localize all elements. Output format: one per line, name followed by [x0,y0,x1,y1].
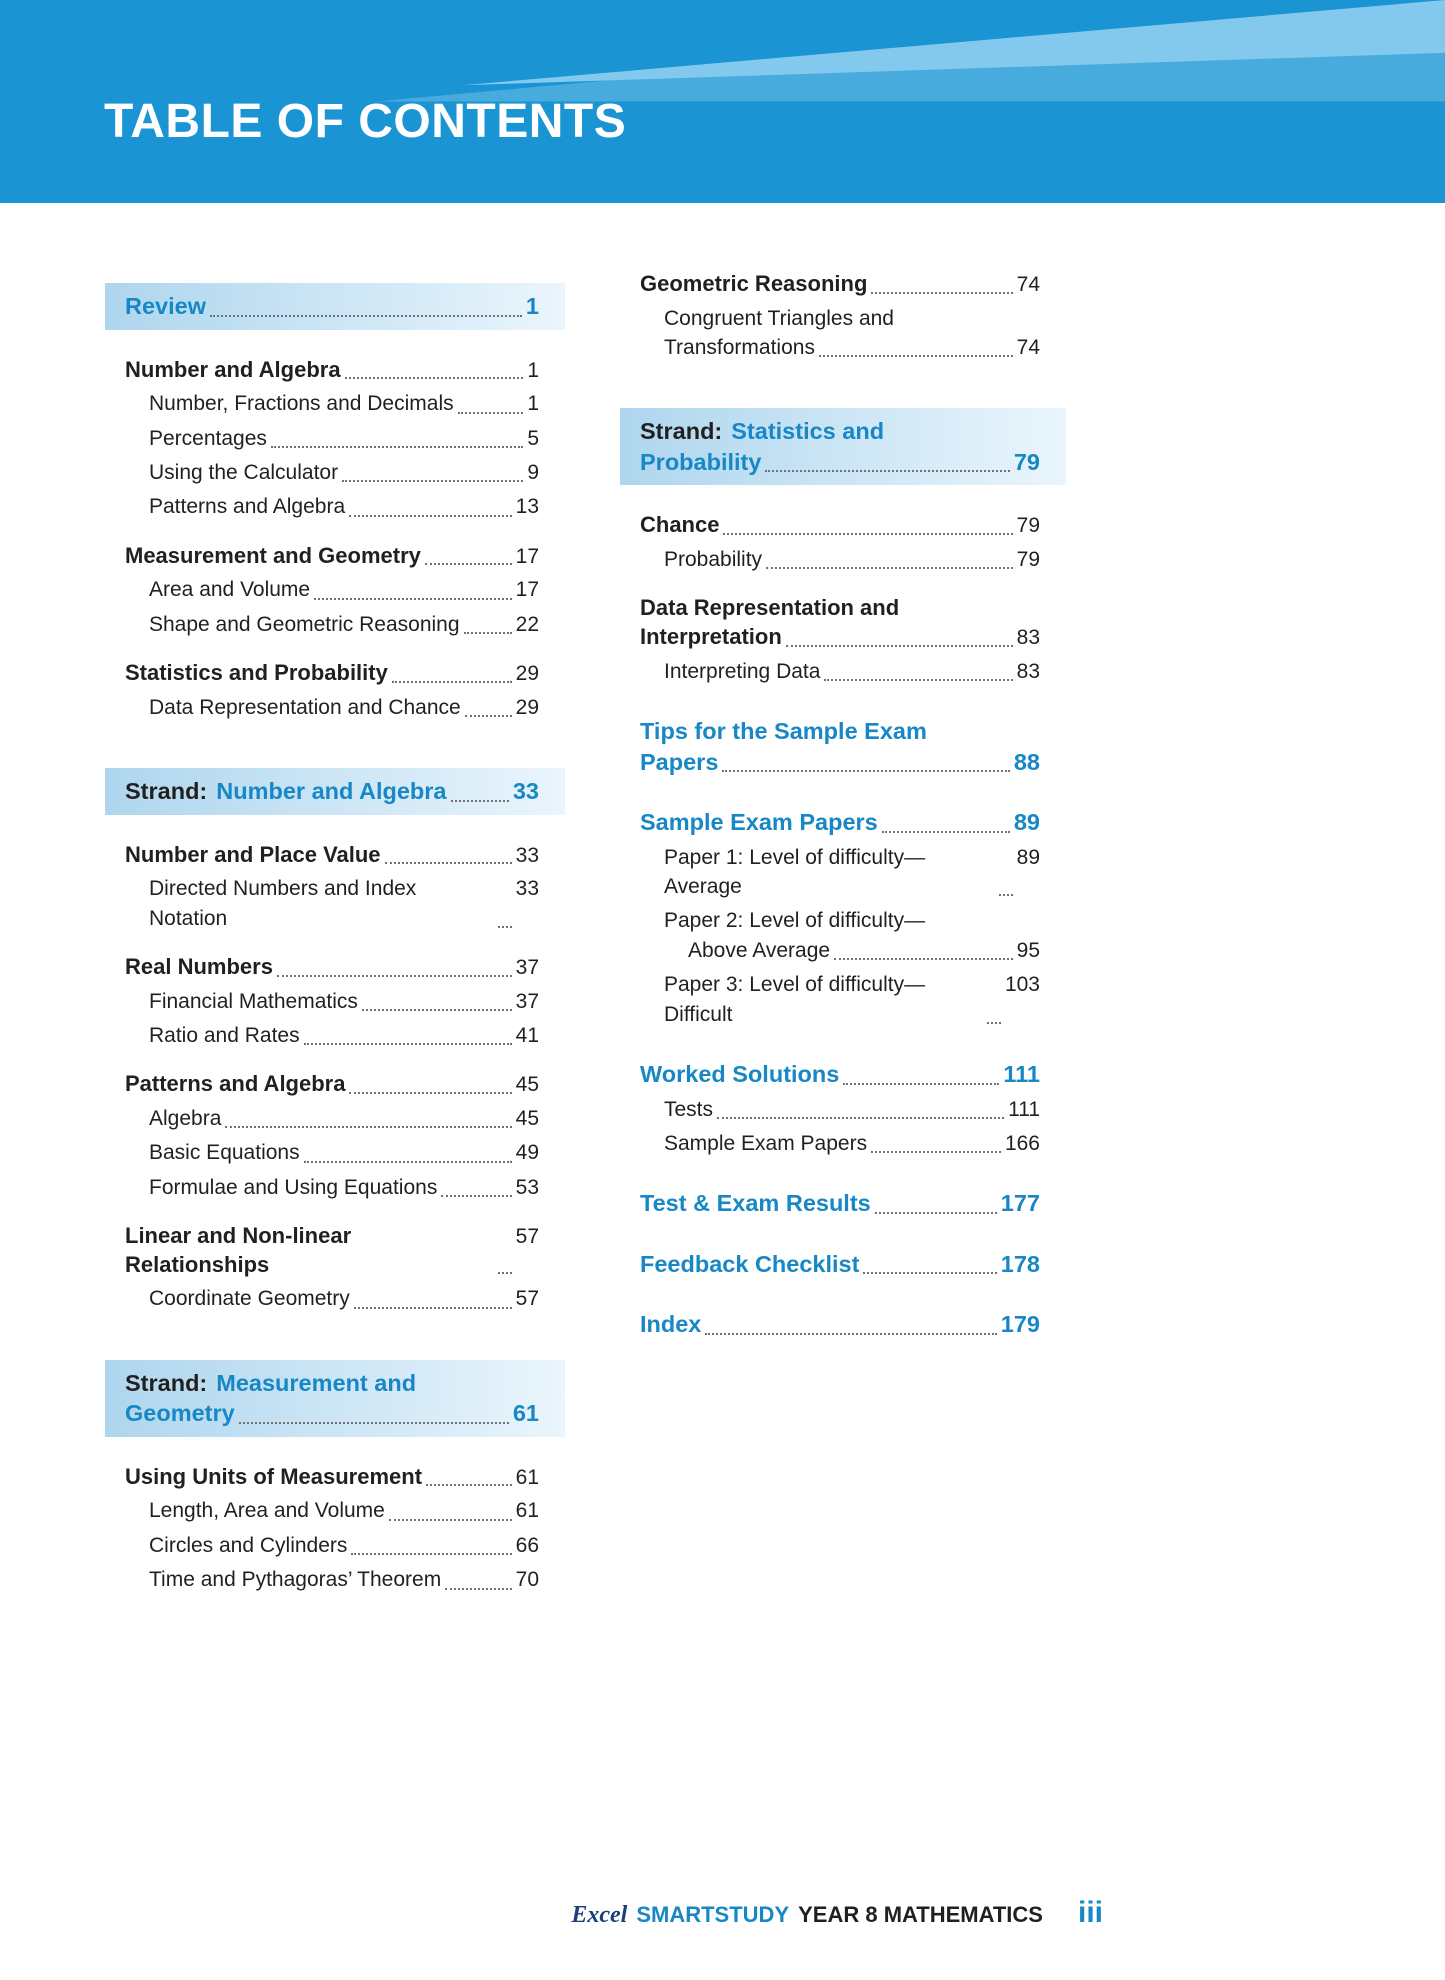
entry-label: Directed Numbers and Index Notation [149,877,417,930]
toc-entry-line [149,1173,539,1202]
entry-page-number: 29 [515,695,539,719]
toc-blue-heading [640,1249,1040,1280]
toc-entry-line [640,716,1040,747]
toc-entry-line [149,1284,539,1313]
dot-leader [717,1117,1004,1119]
entry-page-number: 74 [1016,335,1040,359]
entry-label: Statistics and [731,418,885,445]
toc-entry-line [149,424,539,453]
brand-excel: Excel [571,1902,628,1928]
entry-label: Number and Place Value [125,841,381,867]
toc-entry-line [125,1463,539,1492]
entry-label: Algebra [149,1106,222,1130]
toc-strand-banner [105,768,565,815]
entry-label: Paper 3: Level of difficulty—Difficult [664,973,926,1026]
toc-entry-line [640,594,1040,623]
toc-entry-line [664,906,1040,935]
entry-label: Coordinate Geometry [149,1287,350,1311]
strand-prefix: Strand: [125,778,208,805]
toc-section-heading [125,356,539,385]
entry-label: Data Representation and Chance [149,695,461,719]
brand-series-title: YEAR 8 MATHEMATICS [798,1902,1043,1927]
entry-label: Feedback Checklist [640,1250,860,1277]
entry-label: Formulae and Using Equations [149,1175,438,1199]
dot-leader [882,831,1010,833]
entry-label: Probability [664,548,763,572]
toc-item [149,424,539,453]
toc-entry-line [125,776,539,807]
dot-leader [498,1272,512,1274]
toc-item [149,1565,539,1594]
toc-entry-line [149,987,539,1016]
entry-label: Chance [640,512,720,538]
entry-page-number: 70 [515,1568,539,1592]
entry-label: Area and Volume [149,578,311,602]
toc-entry-line [640,747,1040,778]
entry-page-number: 83 [1016,626,1040,650]
dot-leader [392,681,512,683]
toc-section-heading [640,270,1040,299]
entry-label: Interpreting Data [664,659,821,683]
toc-entry-line [125,841,539,870]
entry-label: Shape and Geometric Reasoning [149,612,460,636]
dot-leader [722,770,1009,772]
entry-label: Index [640,1311,702,1338]
dot-leader [464,632,512,634]
toc-entry-line [149,1496,539,1525]
toc-entry-line [149,389,539,418]
toc-section-heading [125,659,539,688]
dot-leader [304,1043,512,1045]
dot-leader [498,926,512,928]
toc-entry-line [640,1249,1040,1280]
toc-entry-line [149,874,539,933]
entry-label: Percentages [149,426,267,450]
entry-page-number: 83 [1016,659,1040,683]
toc-item [664,657,1040,686]
toc-entry-line [640,1309,1040,1340]
toc-blue-heading [640,1309,1040,1340]
entry-label: Circles and Cylinders [149,1533,348,1557]
entry-label: Ratio and Rates [149,1023,300,1047]
toc-entry-line [149,458,539,487]
toc-entry-line [664,970,1040,1029]
dot-leader [342,480,523,482]
entry-label: Sample Exam Papers [664,1131,868,1155]
page-header [0,0,1445,203]
entry-label: Using the Calculator [149,460,339,484]
dot-leader [349,1092,511,1094]
entry-page-number: 1 [525,293,539,319]
entry-label: Statistics and Probability [125,660,388,686]
toc-section-heading [125,1463,539,1492]
toc-item [664,906,1040,965]
toc-entry-line [149,1138,539,1167]
toc-entry-line [149,1565,539,1594]
toc-entry-line [149,1531,539,1560]
entry-page-number: 89 [1013,809,1040,836]
toc-entry-line [640,1059,1040,1090]
entry-page-number: 95 [1016,938,1040,962]
brand-smartstudy: SMARTSTUDY [636,1902,790,1927]
dot-leader [362,1009,512,1011]
page-footer [571,1896,1103,1930]
toc-entry-line [664,1129,1040,1158]
toc-item [149,987,539,1016]
toc-blue-heading [640,1059,1040,1090]
strand-prefix: Strand: [640,418,723,445]
toc-entry-line [149,492,539,521]
dot-leader [426,1484,512,1486]
entry-label: Using Units of Measurement [125,1463,423,1489]
entry-page-number: 29 [515,662,539,686]
toc-entry-line [640,447,1040,478]
dot-leader [786,645,1013,647]
toc-item [664,1095,1040,1124]
toc-item [149,1531,539,1560]
toc-item [149,610,539,639]
entry-page-number: 57 [515,1225,539,1249]
entry-page-number: 61 [515,1499,539,1523]
toc-section-heading [125,1222,539,1279]
dot-leader [425,563,512,565]
toc-section-heading [640,594,1040,651]
dot-leader [354,1307,512,1309]
entry-label: Geometry [125,1400,235,1427]
entry-page-number: 45 [515,1106,539,1130]
dot-leader [225,1126,511,1128]
entry-page-number: 22 [515,612,539,636]
entry-page-number: 1 [527,392,539,416]
entry-label: Linear and Non-linear Relationships [125,1223,352,1277]
entry-page-number: 49 [515,1141,539,1165]
entry-page-number: 103 [1004,973,1040,997]
entry-page-number: 66 [515,1533,539,1557]
toc-entry-line [125,1222,539,1279]
entry-label: Data Representation and [640,595,900,621]
entry-label: Number, Fractions and Decimals [149,392,454,416]
entry-label: Measurement and Geometry [125,542,421,568]
entry-label: Papers [640,748,719,775]
dot-leader [766,567,1013,569]
entry-label: Length, Area and Volume [149,1499,385,1523]
entry-page-number: 179 [1000,1311,1040,1338]
entry-page-number: 74 [1016,273,1040,296]
toc-item [149,1138,539,1167]
entry-page-number: 1 [527,358,539,382]
entry-page-number: 41 [515,1023,539,1047]
toc-entry-line [125,1398,539,1429]
entry-page-number: 53 [515,1175,539,1199]
dot-leader [458,412,524,414]
toc-entry-line [125,542,539,571]
folio-page-number: iii [1077,1896,1103,1929]
entry-label: Review [125,293,206,319]
toc-blue-heading [640,716,1040,777]
toc-strand-banner [105,283,565,330]
dot-leader [277,975,512,977]
toc-entry-line [664,1095,1040,1124]
toc-entry-line [640,623,1040,652]
entry-page-number: 17 [515,578,539,602]
entry-page-number: 61 [515,1465,539,1489]
entry-page-number: 79 [1016,514,1040,538]
toc-entry-line [125,356,539,385]
entry-page-number: 111 [1003,1061,1040,1088]
toc-item [149,492,539,521]
entry-page-number: 33 [515,843,539,867]
dot-leader [210,315,522,317]
entry-label: Number and Algebra [216,778,447,805]
entry-label: Measurement and [216,1369,417,1396]
toc-section-heading [125,841,539,870]
toc-entry-line [125,659,539,688]
entry-label: Time and Pythagoras’ Theorem [149,1568,442,1592]
dot-leader [349,515,512,517]
entry-page-number: 37 [515,955,539,979]
dot-leader [987,1022,1001,1024]
entry-page-number: 61 [512,1400,539,1427]
entry-page-number: 37 [515,989,539,1013]
dot-leader [271,446,523,448]
dot-leader [314,598,512,600]
dot-leader [834,958,1013,960]
entry-page-number: 33 [512,778,539,805]
entry-label: Patterns and Algebra [125,1071,346,1097]
toc-entry-line [664,936,1040,965]
entry-page-number: 89 [1016,845,1040,869]
dot-leader [465,715,512,717]
toc-column-right [620,270,1066,1340]
toc-entry-line [664,304,1040,333]
entry-label: Above Average [688,938,831,962]
entry-label: Worked Solutions [640,1061,840,1088]
toc-entry-line [664,843,1040,902]
dot-leader [819,355,1013,357]
toc-entry-line [149,1021,539,1050]
entry-label: Congruent Triangles and [664,306,894,330]
dot-leader [843,1083,999,1085]
entry-page-number: 111 [1008,1097,1040,1121]
dot-leader [824,679,1012,681]
toc-entry-line [149,575,539,604]
toc-item [664,970,1040,1029]
entry-page-number: 45 [515,1073,539,1097]
toc-entry-line [664,545,1040,574]
toc-item [149,693,539,722]
toc-entry-line [125,953,539,982]
toc-column-left [105,283,565,1595]
page-title: TABLE OF CONTENTS [104,95,627,148]
entry-page-number: 33 [515,877,539,901]
toc-entry-line [664,333,1040,362]
toc-entry-line [640,807,1040,838]
dot-leader [445,1588,511,1590]
toc-item [149,1104,539,1133]
entry-label: Probability [640,448,762,475]
entry-label: Paper 2: Level of difficulty— [664,909,926,933]
toc-entry-line [640,1188,1040,1219]
dot-leader [451,800,509,802]
toc-entry-line [640,416,1040,447]
entry-label: Geometric Reasoning [640,271,868,296]
dot-leader [385,862,512,864]
dot-leader [723,533,1012,535]
entry-label: Number and Algebra [125,356,341,382]
toc-entry-line [640,270,1040,299]
toc-section-heading [125,542,539,571]
dot-leader [705,1333,996,1335]
toc-item [149,1021,539,1050]
dot-leader [871,292,1012,294]
dot-leader [304,1161,512,1163]
toc-entry-line [149,693,539,722]
dot-leader [765,470,1009,472]
toc-item [149,874,539,933]
entry-page-number: 17 [515,544,539,568]
entry-label: Paper 1: Level of difficulty—Average [664,845,926,899]
toc-entry-line [664,657,1040,686]
toc-strand-banner [620,408,1066,485]
toc-entry-line [149,610,539,639]
toc-entry-line [125,1368,539,1399]
toc-item [149,458,539,487]
entry-label: Test & Exam Results [640,1190,871,1217]
entry-page-number: 88 [1013,748,1040,775]
entry-page-number: 9 [527,460,539,484]
toc-section-heading [640,511,1040,540]
entry-label: Sample Exam Papers [640,809,878,836]
entry-page-number: 5 [527,426,539,450]
toc-blue-heading [640,807,1040,838]
dot-leader [239,1422,509,1424]
toc-section-heading [125,1070,539,1099]
toc-item [664,304,1040,363]
entry-label: Transformations [664,335,815,359]
toc-entry-line [125,1070,539,1099]
entry-page-number: 57 [515,1287,539,1311]
toc-item [664,1129,1040,1158]
strand-prefix: Strand: [125,1369,208,1396]
entry-page-number: 166 [1004,1131,1040,1155]
dot-leader [389,1519,512,1521]
toc-section-heading [125,953,539,982]
toc-entry-line [640,511,1040,540]
toc-item [149,1173,539,1202]
entry-label: Patterns and Algebra [149,495,346,519]
toc-item [664,545,1040,574]
dot-leader [345,377,524,379]
entry-page-number: 79 [1016,548,1040,572]
toc-item [149,575,539,604]
entry-label: Tests [664,1097,714,1121]
entry-page-number: 178 [1000,1250,1040,1277]
entry-label: Interpretation [640,624,782,650]
entry-label: Basic Equations [149,1141,300,1165]
toc-entry-line [125,291,539,322]
toc-strand-banner [105,1360,565,1437]
entry-label: Financial Mathematics [149,989,358,1013]
toc-item [149,1284,539,1313]
entry-page-number: 13 [515,495,539,519]
toc-entry-line [149,1104,539,1133]
toc-item [664,843,1040,902]
entry-page-number: 79 [1013,448,1040,475]
dot-leader [863,1272,996,1274]
toc-item [149,1496,539,1525]
dot-leader [875,1212,997,1214]
entry-page-number: 177 [1000,1190,1040,1217]
dot-leader [999,894,1013,896]
entry-label: Tips for the Sample Exam [640,718,927,745]
dot-leader [441,1195,511,1197]
entry-label: Real Numbers [125,953,273,979]
toc-item [149,389,539,418]
dot-leader [871,1151,1001,1153]
toc-blue-heading [640,1188,1040,1219]
dot-leader [351,1553,511,1555]
